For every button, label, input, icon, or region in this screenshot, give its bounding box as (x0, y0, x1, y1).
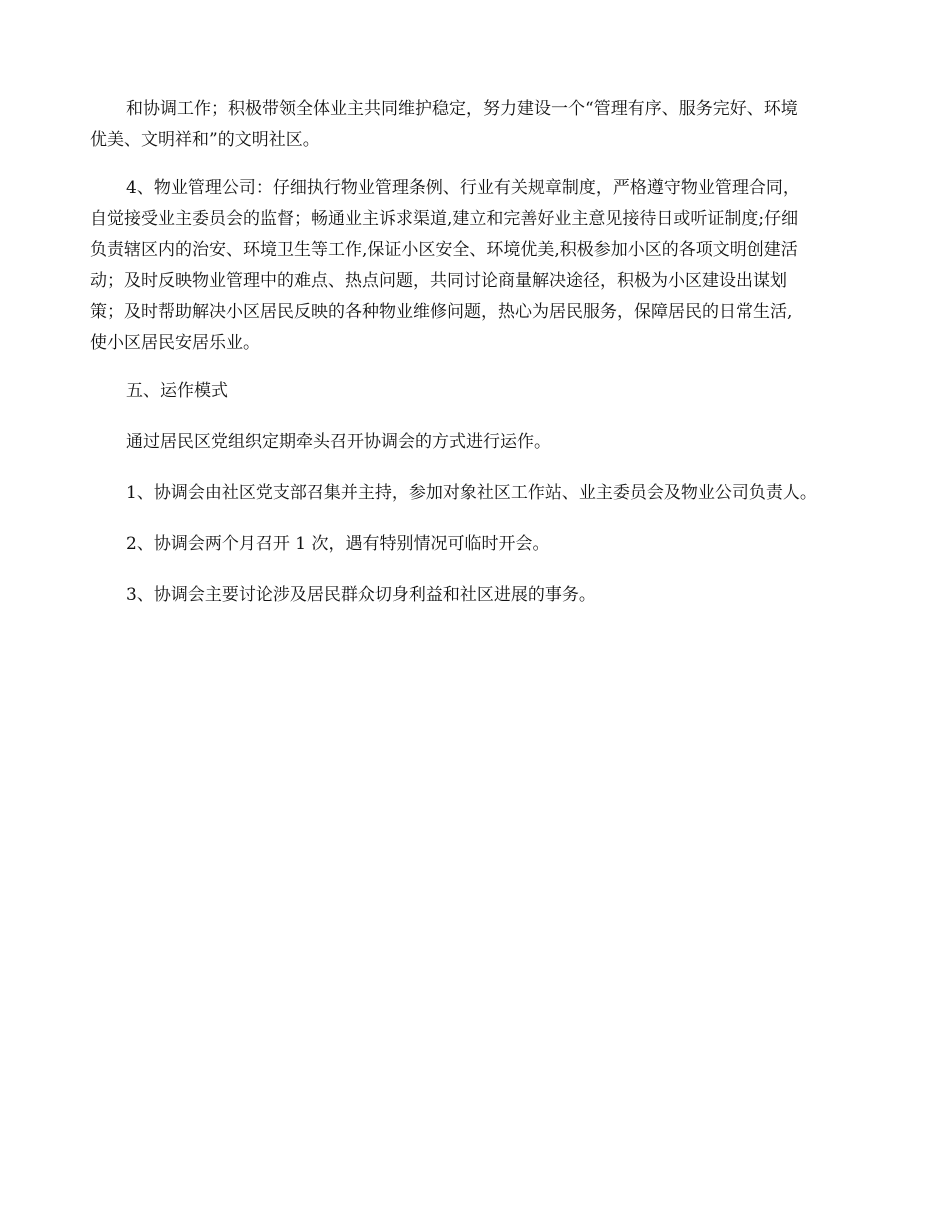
paragraph-property-company (90, 173, 870, 359)
text-line: 2、协调会两个月召开 1 次，遇有特别情况可临时开会。 (126, 534, 550, 554)
list-item-3 (90, 580, 870, 611)
text-line: 自觉接受业主委员会的监督；畅通业主诉求渠道,建立和完善好业主意见接待日或听证制度;仔细 (90, 209, 799, 229)
text-line: 1、协调会由社区党支部召集并主持，参加对象社区工作站、业主委员会及物业公司负责人。 (126, 483, 817, 503)
text-line: 动；及时反映物业管理中的难点、热点问题，共同讨论商量解决途径，积极为小区建设出谋划 (90, 271, 787, 291)
section-heading-text: 五、运作模式 (126, 381, 228, 401)
text-line: 优美、文明祥和”的文明社区。 (90, 130, 320, 150)
paragraph-continuation (90, 94, 870, 156)
section-heading (90, 376, 870, 407)
text-line: 3、协调会主要讨论涉及居民群众切身利益和社区进展的事务。 (126, 585, 596, 605)
text-line: 策；及时帮助解决小区居民反映的各种物业维修问题，热心为居民服务，保障居民的日常生活, (90, 302, 793, 322)
text-line: 4、物业管理公司：仔细执行物业管理条例、行业有关规章制度，严格遵守物业管理合同， (126, 178, 800, 198)
text-line: 通过居民区党组织定期牵头召开协调会的方式进行运作。 (126, 432, 551, 452)
list-item-1 (90, 478, 870, 509)
paragraph-operation-intro (90, 427, 870, 458)
document-body (90, 94, 870, 631)
text-line: 负责辖区内的治安、环境卫生等工作,保证小区安全、环境优美,积极参加小区的各项文明创建活 (90, 240, 798, 260)
text-line: 和协调工作；积极带领全体业主共同维护稳定，努力建设一个“管理有序、服务完好、环境 (126, 99, 798, 119)
list-item-2 (90, 529, 870, 560)
text-line: 使小区居民安居乐业。 (90, 333, 260, 353)
